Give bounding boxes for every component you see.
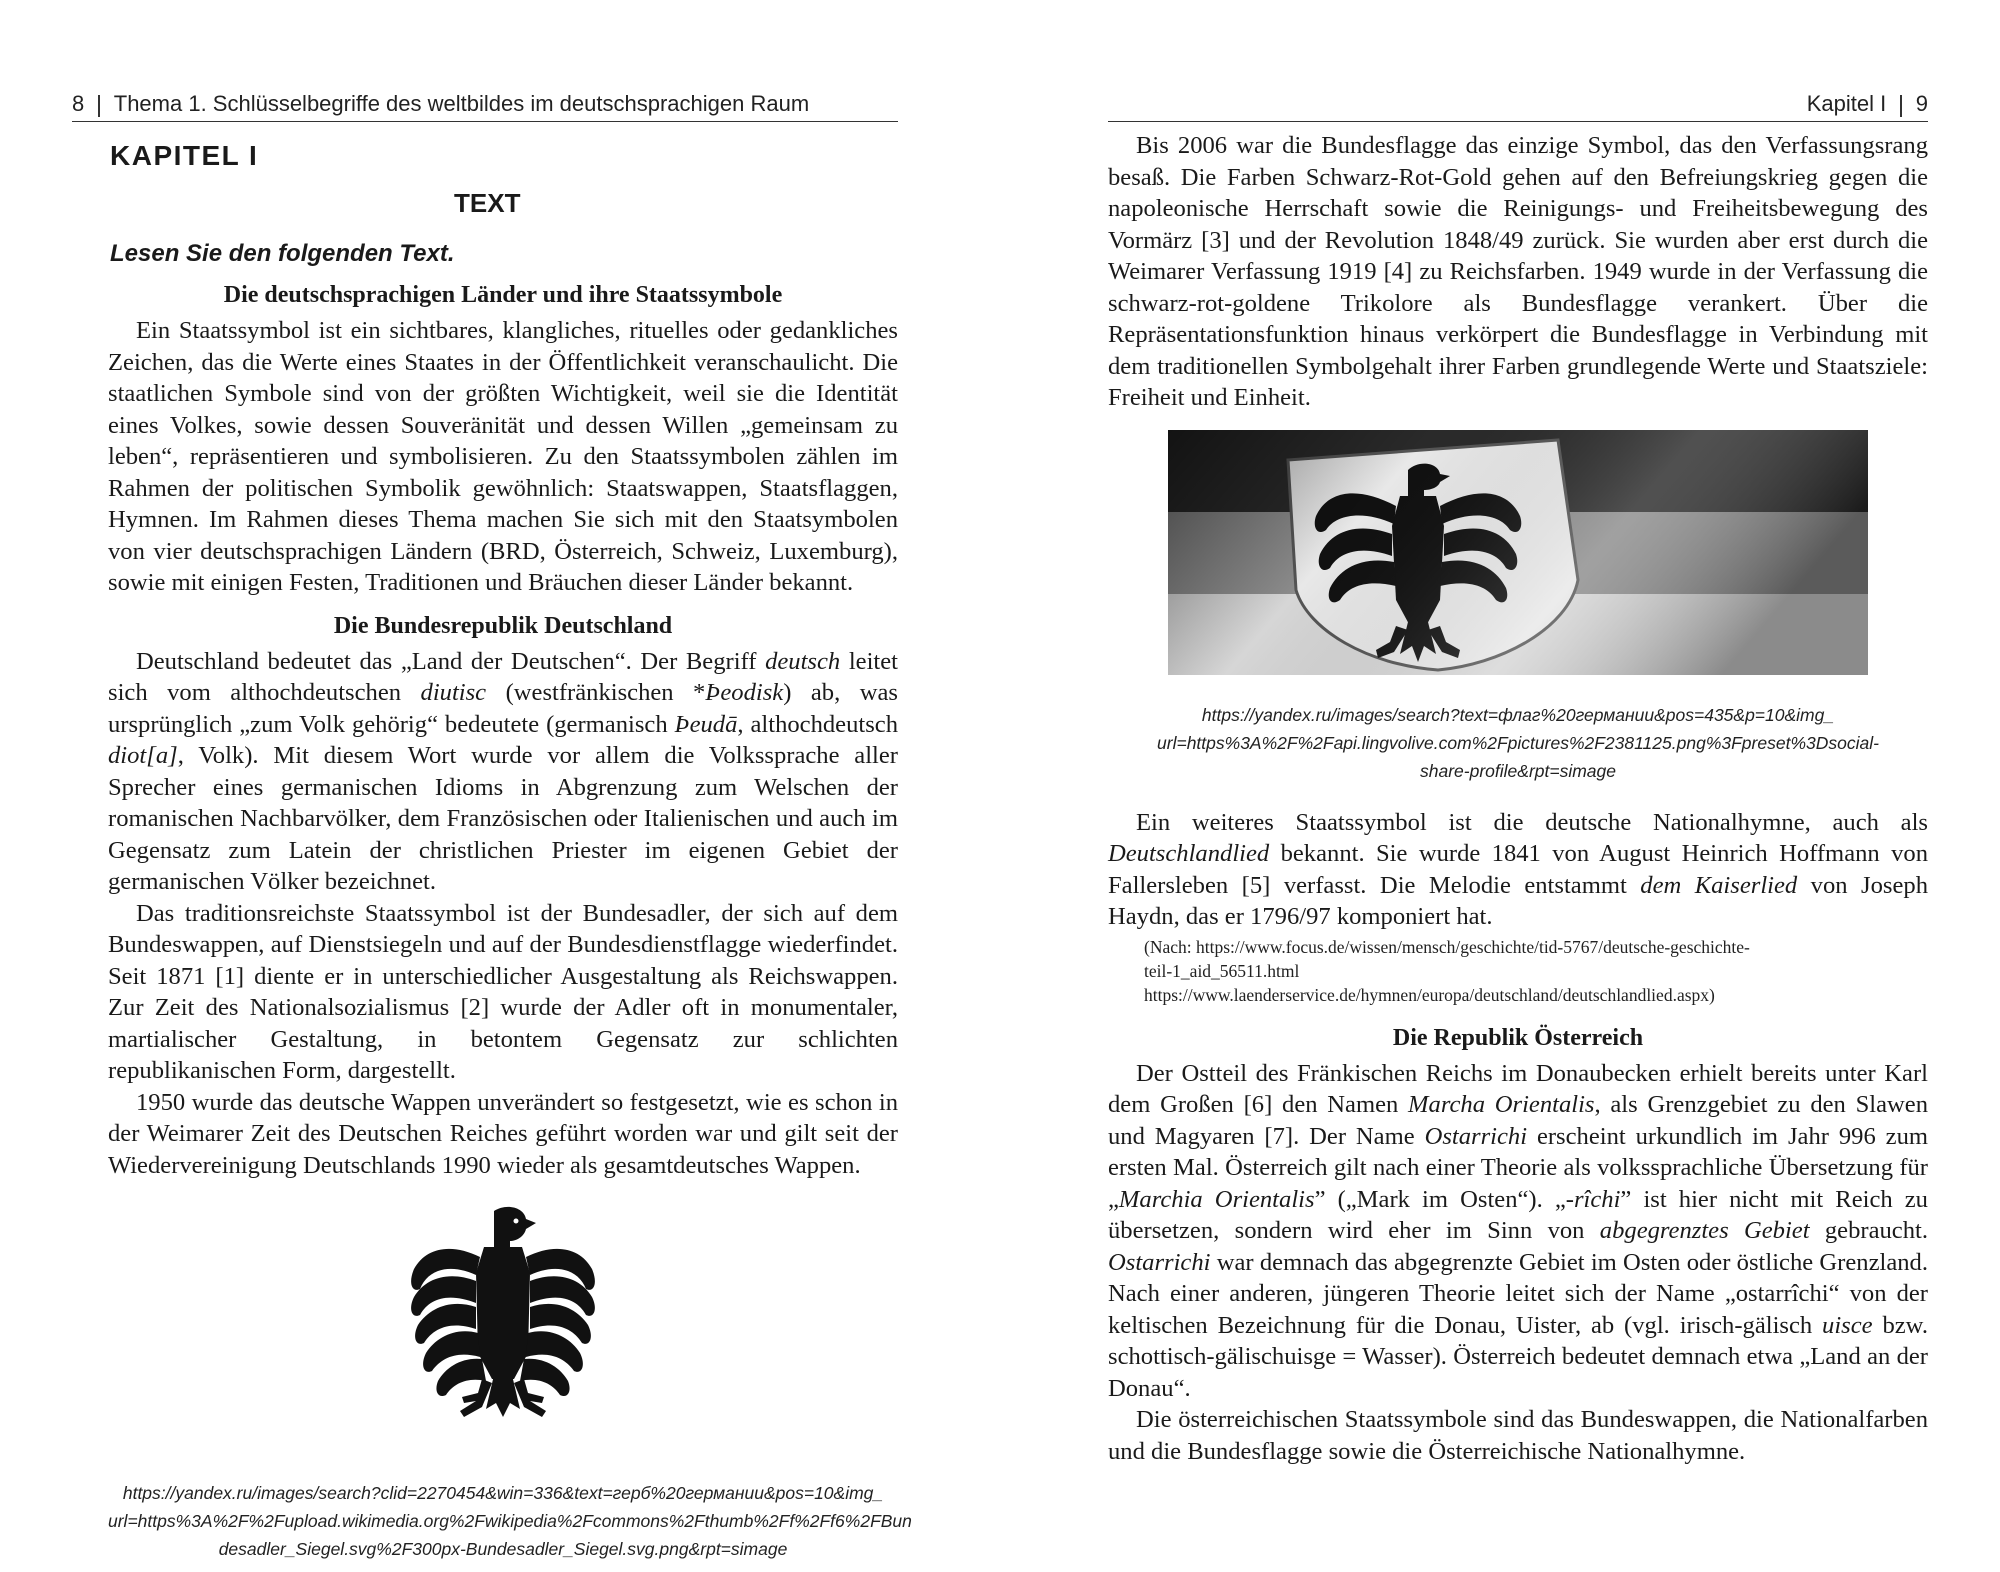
page-number-left: 8 xyxy=(72,91,85,116)
paragraph-nationalhymne: Ein weiteres Staatssymbol ist die deutsche Nationalhymne, auch als Deutschlandlied bekannt. Sie wurde 1841 von August Heinrich Hoffmann von Fallersleben [5] verfasst. Die Melodie entstammt dem Kaiserlied von Joseph Haydn, das er 1796/97 komponiert hat. xyxy=(1108,808,1928,930)
paragraph-deutschland-etymology: Deutschland bedeutet das „Land der Deutschen“. Der Begriff deutsch leitet sich vom althochdeutschen diutisc (westfränkischen *Þeodisk) ab, was ursprünglich „zum Volk gehörig“ bedeutete (germanisch Þeudā, althochdeutsch diot[a], Volk). Mit diesem Wort wurde vor allem die Volkssprache aller Sprecher eines germanischen Idioms in Abgrenzung zum Welschen der romanischen Nachbarvölker, dem Französischen oder Italienischen und auch im Gegensatz zum Latein der christlichen Priester im eigenen Gebiet der germanischen Völker bezeichnet. xyxy=(108,647,899,895)
paragraph-bundesadler: Das traditionsreichste Staatssymbol ist der Bundesadler, der sich auf dem Bundeswappen, auf Dienstsiegeln und auf der Bundesdienstflagge wiederfindet. Seit 1871 [1] diente er in unterschiedlicher Ausgestaltung als Reichswappen. Zur Zeit des Nationalsozialismus [2] wurde der Adler oft in monumentaler, martialischer Gestaltung, in betontem Gegensatz zur schlichten republikanischen Form, dargestellt. xyxy=(108,899,898,1084)
eagle-image-caption: https://yandex.ru/images/search?clid=2270454&win=336&text=герб%20германии&pos=10&img_ url=https%3A%2F%2Fupload.wikimedia.org%2Fwikipedia%2Fcommons%2Fthumb%2Ff%2Ff6%2FBun desadler_Siegel.svg%2F300px-Bundesadler_Siegel.svg.png&rpt=simage xyxy=(108,1483,912,1559)
header-separator xyxy=(1900,95,1902,117)
flag-image-caption: https://yandex.ru/images/search?text=флаг%20германии&pos=435&p=10&img_ url=https%3A%2F%2Fapi.lingvolive.com%2Fpictures%2F2381125.png%3Fpreset%3Dsocial- share-profile&rpt=simage xyxy=(1157,704,1879,781)
paragraph-wappen-1950: 1950 wurde das deutsche Wappen unverändert so festgesetzt, wie es schon in der Weimarer Zeit des Deutschen Reiches geführt worden war und gilt seit der Wiedervereinigung Deutschlands 1990 wieder als gesamtdeutsches Wappen. xyxy=(108,1088,898,1179)
heading-brd: Die Bundesrepublik Deutschland xyxy=(333,612,673,639)
running-head-left xyxy=(72,88,898,122)
section-label: TEXT xyxy=(454,188,521,218)
heading-oesterreich: Die Republik Österreich xyxy=(1392,1024,1644,1051)
bundesdienstflagge-image xyxy=(1168,430,1868,675)
chapter-title: KAPITEL I xyxy=(110,140,259,171)
left-text-flow xyxy=(108,282,912,1563)
source-note: (Nach: https://www.focus.de/wissen/mensch/geschichte/tid-5767/deutsche-geschichte- teil-1_aid_56511.html https://www.laenderservice.de/hymnen/europa/deutschland/deutschlandlied.aspx) xyxy=(1144,936,1750,1005)
paragraph-ostarrichi: Der Ostteil des Fränkischen Reichs im Donaubecken erhielt bereits unter Karl dem Großen [6] den Namen Marcha Orientalis, als Grenzgebiet zu den Slawen und Magyaren [7]. Der Name Ostarrichi erscheint urkundlich im Jahr 996 zum ersten Mal. Österreich gilt nach einer Theorie als volkssprachliche Übersetzung für „Marchia Orientalis” („Mark im Osten“). „-rîchi” ist hier nicht mit Reich zu übersetzen, sondern wird eher im Sinn von abgegrenztes Gebiet gebraucht. Ostarrichi war demnach das abgegrenzte Gebiet im Osten oder östliche Grenzland. Nach einer anderen, jüngeren Theorie leitet sich der Name „ostarrîchi“ von der keltischen Bezeichnung für die Donau, Uister, ab (vgl. irisch-gälisch uisce bzw. schottisch-gälischuisge = Wasser). Österreich bedeutet demnach etwa „Land an der Donau“. xyxy=(1108,1059,1928,1402)
page-number-right: 9 xyxy=(1915,91,1928,116)
paragraph-staatssymbol-definition: Ein Staatssymbol ist ein sichtbares, klangliches, rituelles oder gedankliches Zeichen, das die Werte eines Staates in der Öffentlichkeit veranschaulicht. Die staatlichen Symbole sind von der größten Wichtigkeit, weil sie die Identität eines Volkes, sowie dessen Souveränität und dessen Willen „gemeinsam zu leben“, repräsentieren und symbolisieren. Zu den Staatssymbolen zählen im Rahmen der politischen Symbolik gewöhnlich: Staatswappen, Staatsflaggen, Hymnen. Im Rahmen dieses Thema machen Sie sich mit den Staatsymbolen von vier deutschsprachigen Ländern (BRD, Österreich, Schweiz, Luxemburg), sowie mit einigen Festen, Traditionen und Bräuchen dieser Länder bekannt. xyxy=(108,317,898,596)
reading-instruction: Lesen Sie den folgenden Text. xyxy=(110,240,455,267)
header-separator xyxy=(98,95,100,117)
running-head-chapter: Kapitel I xyxy=(1806,91,1887,116)
right-column xyxy=(1108,130,1928,1467)
paragraph-bundesflagge: Bis 2006 war die Bundesflagge das einzige Symbol, das den Verfassungsrang besaß. Die Farben Schwarz-Rot-Gold gehen auf den Befreiungskrieg gegen die napoleonische Herrschaft sowie die Reinigungs- und Freiheitsbewegung des Vormärz [3] und der Revolution 1848/49 zurück. Sie wurden aber erst durch die Weimarer Verfassung 1919 [4] zu Reichsfarben. 1949 wurde in der Verfassung die schwarz-rot-goldene Trikolore als Bundesflagge verankert. Über die Repräsentationsfunktion hinaus verkörpert die Bundesflagge in Verbindung mit dem traditionellen Symbolgehalt ihrer Farben grundlegende Werte und Staatsziele: Freiheit und Einheit. xyxy=(1108,132,1928,411)
running-head-title: Thema 1. Schlüsselbegriffe des weltbildes im deutschsprachigen Raum xyxy=(113,91,810,116)
running-head-right xyxy=(1108,88,1928,122)
paragraph-oesterreich-symbole: Die österreichischen Staatssymbole sind das Bundeswappen, die Nationalfarben und die Bundesflagge sowie die Österreichische Nationalhymne. xyxy=(1108,1406,1928,1465)
bundesadler-image xyxy=(398,1203,608,1453)
right-page xyxy=(1000,0,2000,1572)
heading-staatssymbole: Die deutschsprachigen Länder und ihre Staatssymbole xyxy=(223,282,783,308)
